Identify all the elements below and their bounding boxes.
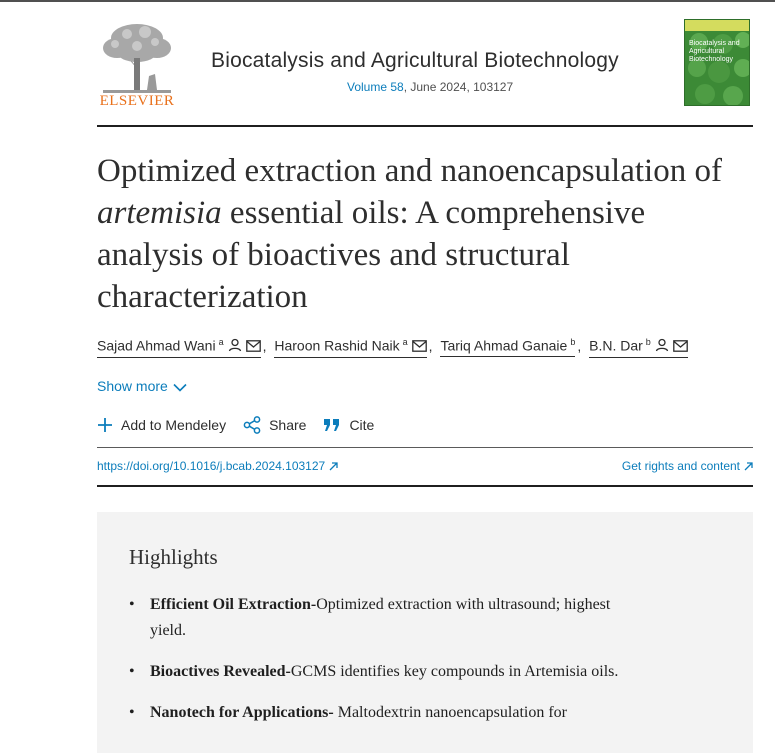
mail-icon bbox=[412, 339, 427, 355]
person-icon bbox=[655, 338, 669, 355]
issue-info: , June 2024, 103127 bbox=[403, 80, 514, 94]
publisher-name: ELSEVIER bbox=[99, 93, 175, 109]
rights-link[interactable]: Get rights and content bbox=[622, 459, 753, 474]
highlights-section bbox=[97, 512, 753, 753]
cover-title: Biocatalysis and Agricultural Biotechnology bbox=[689, 40, 740, 63]
highlights-list bbox=[129, 592, 649, 741]
list-item: • Bioactives Revealed-GCMS identifies key compounds in Artemisia oils. bbox=[129, 659, 649, 685]
journal-cover[interactable] bbox=[684, 19, 750, 106]
mail-icon bbox=[246, 339, 261, 355]
external-link-icon bbox=[329, 460, 338, 474]
list-item: • Efficient Oil Extraction-Optimized extraction with ultrasound; highest yield. bbox=[129, 592, 649, 644]
volume-link[interactable]: Volume 58 bbox=[347, 80, 404, 94]
share-button[interactable]: Share bbox=[243, 416, 306, 434]
journal-meta bbox=[347, 80, 513, 94]
add-to-mendeley-button[interactable]: Add to Mendeley bbox=[97, 417, 226, 433]
external-link-icon bbox=[744, 460, 753, 474]
author-0[interactable]: Sajad Ahmad Wani $^a$ bbox=[97, 337, 261, 358]
bullet-icon: • bbox=[129, 596, 135, 613]
list-item: • Nanotech for Applications- Maltodextrin nanoencapsulation for bbox=[129, 700, 649, 726]
bullet-icon: • bbox=[129, 663, 135, 680]
elsevier-logo[interactable] bbox=[97, 18, 177, 108]
doi-link[interactable]: https://doi.org/10.1016/j.bcab.2024.103127 bbox=[97, 459, 338, 474]
article-actions bbox=[97, 416, 391, 434]
author-3[interactable]: B.N. Dar $^b$ bbox=[589, 337, 688, 358]
author-1[interactable]: Haroon Rashid Naik $^a$ bbox=[274, 337, 426, 358]
author-list: Sajad Ahmad Wani $^a$ , Haroon Rashid Naik $^a$ , Tariq Ahmad Ganaie $^b$ , B.N. Dar $^b$ bbox=[97, 337, 753, 358]
tree-icon bbox=[97, 18, 177, 94]
quote-icon bbox=[323, 418, 341, 432]
chevron-down-icon bbox=[173, 379, 187, 395]
top-border bbox=[0, 0, 775, 2]
highlights-title: Highlights bbox=[129, 545, 218, 569]
journal-header bbox=[97, 18, 753, 110]
author-2[interactable]: Tariq Ahmad Ganaie $^b$ bbox=[440, 337, 575, 357]
actions-divider bbox=[97, 447, 753, 448]
show-more-button[interactable]: Show more bbox=[97, 378, 187, 395]
bullet-icon: • bbox=[129, 704, 135, 721]
journal-title[interactable]: Biocatalysis and Agricultural Biotechnology bbox=[211, 49, 619, 72]
plus-icon bbox=[97, 417, 113, 433]
doi-divider bbox=[97, 485, 753, 487]
share-icon bbox=[243, 416, 261, 434]
person-icon bbox=[228, 338, 242, 355]
header-divider bbox=[97, 125, 753, 127]
article-title: Optimized extraction and nanoencapsulation of artemisia essential oils: A comprehensive analysis of bioactives and structural characterization bbox=[97, 153, 722, 315]
cite-button[interactable]: Cite bbox=[323, 417, 374, 433]
mail-icon bbox=[673, 339, 688, 355]
